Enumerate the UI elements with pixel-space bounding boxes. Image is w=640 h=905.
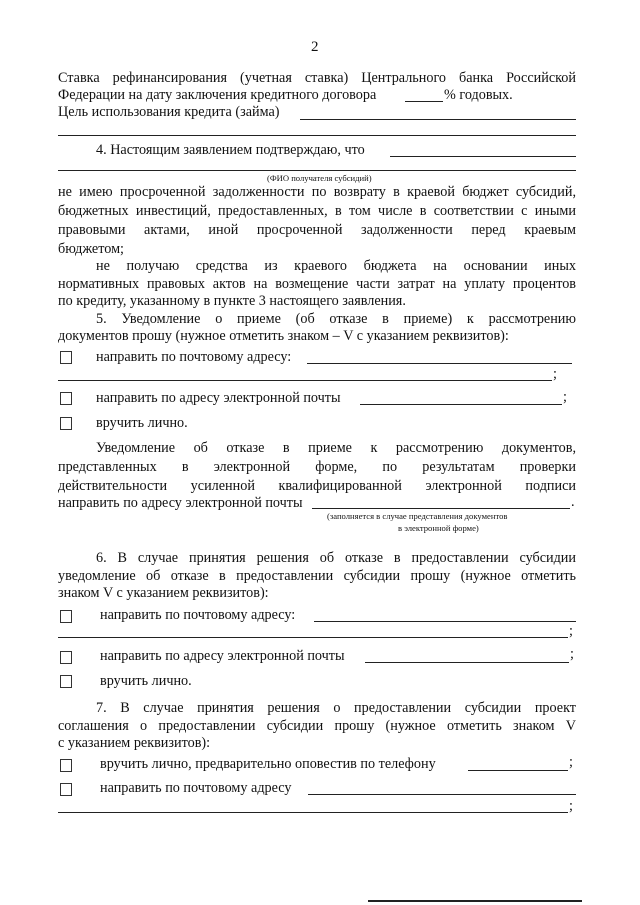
s7-phone-label: вручить лично, предварительно оповестив по телефону: [100, 756, 436, 772]
rate-line-2-label: Федерации на дату заключения кредитного договора: [58, 87, 377, 103]
s6-postal-input-line-1[interactable]: [314, 621, 576, 622]
s6-postal-input-line-2[interactable]: [58, 637, 568, 638]
purpose-label: Цель использования кредита (займа): [58, 104, 280, 120]
s5-refusal-period: .: [571, 494, 575, 510]
purpose-input-line-2[interactable]: [58, 135, 576, 136]
s6-postal-semicolon: ;: [569, 623, 573, 639]
section-5-intro-line: документов прошу (нужное отметить знаком – V с указанием реквизитов):: [58, 328, 509, 344]
fio-caption: (ФИО получателя субсидий): [267, 173, 372, 183]
s5-postal-checkbox[interactable]: [60, 351, 72, 364]
s5-email-label: направить по адресу электронной почты: [96, 390, 341, 406]
section-4-para2-line: нормативных правовых актов на возмещение части затрат на уплату процентов: [58, 276, 576, 292]
s6-email-label: направить по адресу электронной почты: [100, 648, 345, 664]
s7-postal-input-line-1[interactable]: [308, 794, 576, 795]
section-4-para1-line: не имею просроченной задолженности по возврату в краевой бюджет субсидий,: [58, 184, 576, 200]
page-number: 2: [311, 39, 319, 55]
s5-postal-semicolon: ;: [553, 366, 557, 382]
s5-email-semicolon: ;: [563, 389, 567, 405]
rate-line-1: Ставка рефинансирования (учетная ставка) Центрального банка Российской: [58, 70, 576, 86]
s7-phone-semicolon: ;: [569, 754, 573, 770]
rate-input-line[interactable]: [405, 101, 443, 102]
s5-postal-input-line-1[interactable]: [307, 363, 572, 364]
s5-personal-label: вручить лично.: [96, 415, 188, 431]
s6-postal-checkbox[interactable]: [60, 610, 72, 623]
section-4-para1-line: бюджетом;: [58, 241, 124, 257]
s7-postal-label: направить по почтовому адресу: [100, 780, 292, 796]
s7-phone-checkbox[interactable]: [60, 759, 72, 772]
section-6-intro-line: уведомление об отказе в предоставлении субсидии прошу (нужное отметить: [58, 568, 576, 584]
s6-email-input-line[interactable]: [365, 662, 569, 663]
s7-postal-semicolon: ;: [569, 798, 573, 814]
s5-postal-label: направить по почтовому адресу:: [96, 349, 292, 365]
s6-personal-checkbox[interactable]: [60, 675, 72, 688]
purpose-input-line-1[interactable]: [300, 119, 576, 120]
section-4-para2-line: не получаю средства из краевого бюджета на основании иных: [96, 258, 576, 274]
s7-postal-checkbox[interactable]: [60, 783, 72, 796]
s6-email-semicolon: ;: [570, 646, 574, 662]
s5-refusal-caption-2: в электронной форме): [398, 523, 479, 533]
section-7-intro-line: с указанием реквизитов):: [58, 735, 211, 751]
s5-refusal-line: Уведомление об отказе в приеме к рассмотрению документов,: [96, 440, 576, 456]
section-5-intro-line: 5. Уведомление о приеме (об отказе в приеме) к рассмотрению: [96, 311, 576, 327]
s5-postal-input-line-2[interactable]: [58, 380, 552, 381]
s5-refusal-caption-1: (заполняется в случае представления документов: [327, 511, 508, 521]
s6-postal-label: направить по почтовому адресу:: [100, 607, 296, 623]
section-4-intro: 4. Настоящим заявлением подтверждаю, что: [96, 142, 365, 158]
s5-refusal-line: представленных в электронной форме, по результатам проверки: [58, 459, 576, 475]
s7-postal-input-line-2[interactable]: [58, 812, 568, 813]
section-4-para1-line: бюджетных инвестиций, предоставленных, в том числе в соответствии с иными: [58, 203, 576, 219]
fio-input-line-1[interactable]: [390, 156, 576, 157]
s5-refusal-email-input-line[interactable]: [312, 508, 570, 509]
s5-personal-checkbox[interactable]: [60, 417, 72, 430]
s5-email-checkbox[interactable]: [60, 392, 72, 405]
section-7-intro-line: 7. В случае принятия решения о предоставлении субсидии проект: [96, 700, 576, 716]
s5-email-input-line[interactable]: [360, 404, 562, 405]
s5-refusal-line: действительности усиленной квалифицированной электронной подписи: [58, 478, 576, 494]
s6-email-checkbox[interactable]: [60, 651, 72, 664]
fio-input-line-2[interactable]: [58, 170, 576, 171]
section-6-intro-line: знаком V с указанием реквизитов):: [58, 585, 269, 601]
section-4-para1-line: правовыми актами, иной просроченной задолженности перед краевым: [58, 222, 576, 238]
s5-refusal-line: направить по адресу электронной почты: [58, 495, 303, 511]
signature-line: [368, 900, 582, 902]
s7-phone-input-line[interactable]: [468, 770, 568, 771]
rate-unit: % годовых.: [444, 87, 513, 103]
s6-personal-label: вручить лично.: [100, 673, 192, 689]
section-4-para2-line: по кредиту, указанному в пункте 3 настоящего заявления.: [58, 293, 406, 309]
section-7-intro-line: соглашения о предоставлении субсидии прошу (нужное отметить знаком V: [58, 718, 576, 734]
section-6-intro-line: 6. В случае принятия решения об отказе в предоставлении субсидии: [96, 550, 576, 566]
